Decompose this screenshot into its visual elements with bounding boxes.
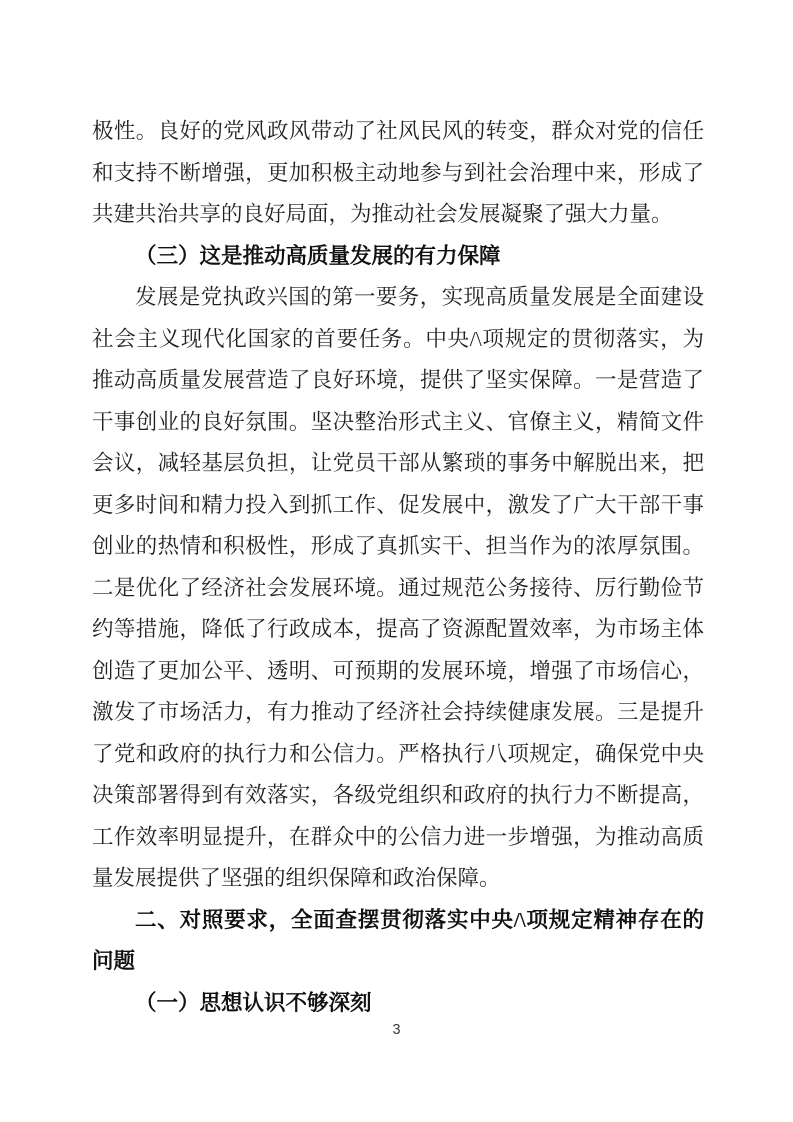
text-line: 更多时间和精力投入到抓工作、促发展中，激发了广大干部干事 xyxy=(92,492,704,517)
text-line: 干事创业的良好氛围。坚决整治形式主义、官僚主义，精简文件 xyxy=(92,409,704,434)
text-line: 极性。良好的党风政风带动了社风民风的转变，群众对党的信任 xyxy=(92,119,704,143)
text-line: 工作效率明显提升，在群众中的公信力进一步增强，为推动高质 xyxy=(92,824,704,849)
heading-line: （三）这是推动高质量发展的有力保障 xyxy=(135,243,501,268)
heading-line: 问题 xyxy=(92,949,136,973)
text-line: 量发展提供了坚强的组织保障和政治保障。 xyxy=(92,866,501,890)
text-line: 会议，减轻基层负担，让党员干部从繁琐的事务中解脱出来，把 xyxy=(92,451,704,475)
text-line: 二是优化了经济社会发展环境。通过规范公务接待、厉行勤俭节 xyxy=(92,575,704,600)
heading-line: 二、对照要求，全面查摆贯彻落实中央/\项规定精神存在的 xyxy=(135,907,704,932)
text-line: 创造了更加公平、透明、可预期的发展环境，增强了市场信心， xyxy=(92,658,704,683)
text-line: 激发了市场活力，有力推动了经济社会持续健康发展。三是提升 xyxy=(92,700,704,724)
text-line: 发展是党执政兴国的第一要务，实现高质量发展是全面建设 xyxy=(135,285,704,309)
text-line: 社会主义现代化国家的首要任务。中央/\项规定的贯彻落实，为 xyxy=(92,326,704,351)
heading-line: （一）思想认识不够深刻 xyxy=(135,990,372,1015)
text-line: 推动高质量发展营造了良好环境，提供了坚实保障。一是营造了 xyxy=(92,368,704,392)
text-line: 决策部署得到有效落实，各级党组织和政府的执行力不断提高， xyxy=(92,783,704,807)
page-number: 3 xyxy=(392,1022,401,1038)
text-line: 了党和政府的执行力和公信力。严格执行八项规定，确保党中央 xyxy=(92,741,704,766)
document-body xyxy=(92,111,704,1024)
text-line: 和支持不断增强，更加积极主动地参与到社会治理中来，形成了 xyxy=(92,160,704,185)
text-line: 创业的热情和积极性，形成了真抓实干、担当作为的浓厚氛围。 xyxy=(92,534,704,558)
text-line: 约等措施，降低了行政成本，提高了资源配置效率，为市场主体 xyxy=(92,617,704,641)
text-line: 共建共治共享的良好局面，为推动社会发展凝聚了强大力量。 xyxy=(92,202,673,226)
